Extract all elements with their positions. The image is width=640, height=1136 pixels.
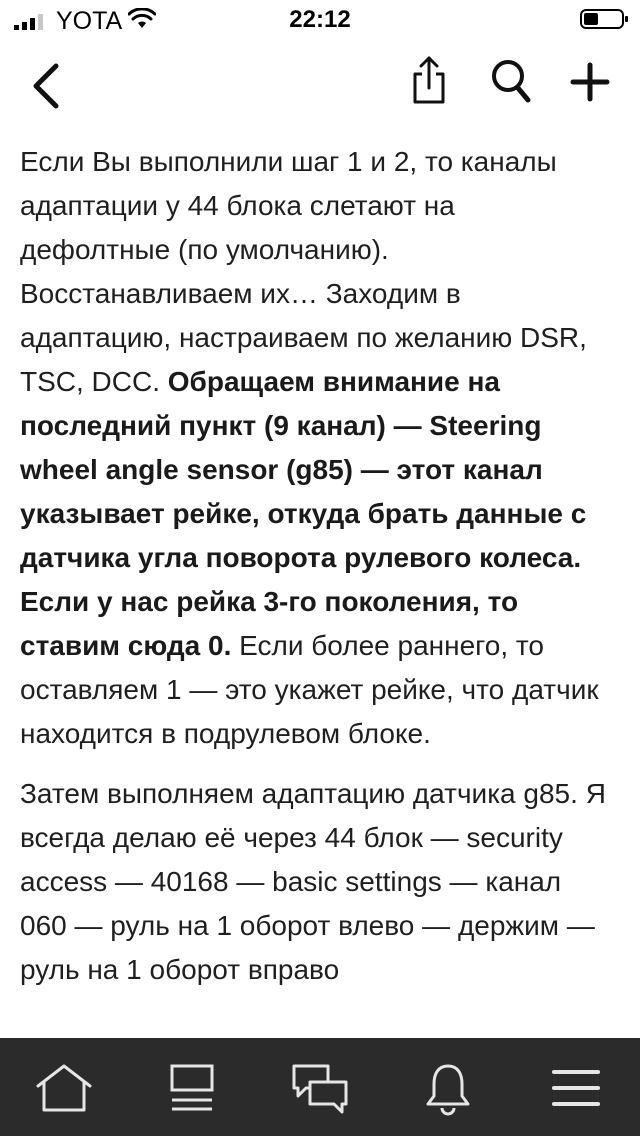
plus-icon[interactable]	[570, 62, 610, 102]
bottom-tab-bar	[0, 1038, 640, 1136]
navigation-bar	[0, 40, 640, 136]
back-chevron-icon[interactable]	[28, 62, 64, 110]
tab-menu[interactable]	[544, 1060, 608, 1116]
paragraph-text: Если более раннего, то оставляем 1 — это укажет рейке, что датчик находится в подрулевом блоке.	[20, 630, 599, 749]
tab-messages[interactable]	[288, 1060, 352, 1116]
chat-icon	[288, 1060, 352, 1116]
tab-feed[interactable]	[160, 1060, 224, 1116]
paragraph-text: Если Вы выполнили шаг 1 и 2, то каналы адаптации у 44 блока слетают на дефолтные (по умолчанию). Восстанавливаем их… Заходим в адаптацию, настраиваем по желанию DSR, TSC, DCC.	[20, 146, 587, 397]
article-paragraph	[20, 140, 610, 756]
status-time: 22:12	[289, 6, 351, 33]
battery-icon	[580, 9, 630, 29]
feed-icon	[160, 1060, 224, 1116]
home-icon	[32, 1060, 96, 1116]
search-icon[interactable]	[490, 58, 532, 104]
carrier-name: YOTA	[56, 7, 123, 35]
article-paragraph	[20, 772, 610, 992]
menu-icon	[544, 1060, 608, 1116]
paragraph-text: Затем выполняем адаптацию датчика g85. Я всегда делаю её через 44 блок — security access — 40168 — basic settings — канал 060 — руль на 1 оборот влево — держим — руль на 1 оборот вправо	[20, 778, 606, 985]
bell-icon	[416, 1060, 480, 1116]
share-icon[interactable]	[408, 54, 450, 106]
tab-home[interactable]	[32, 1060, 96, 1116]
article-body	[20, 140, 610, 1008]
tab-notifications[interactable]	[416, 1060, 480, 1116]
status-bar	[0, 0, 640, 40]
paragraph-bold-text: Обращаем внимание на последний пункт (9 канал) — Steering wheel angle sensor (g85) — этот канал указывает рейке, откуда брать данные с датчика угла поворота рулевого колеса. Если у нас рейка 3-го поколения, то ставим сюда 0.	[20, 366, 587, 661]
